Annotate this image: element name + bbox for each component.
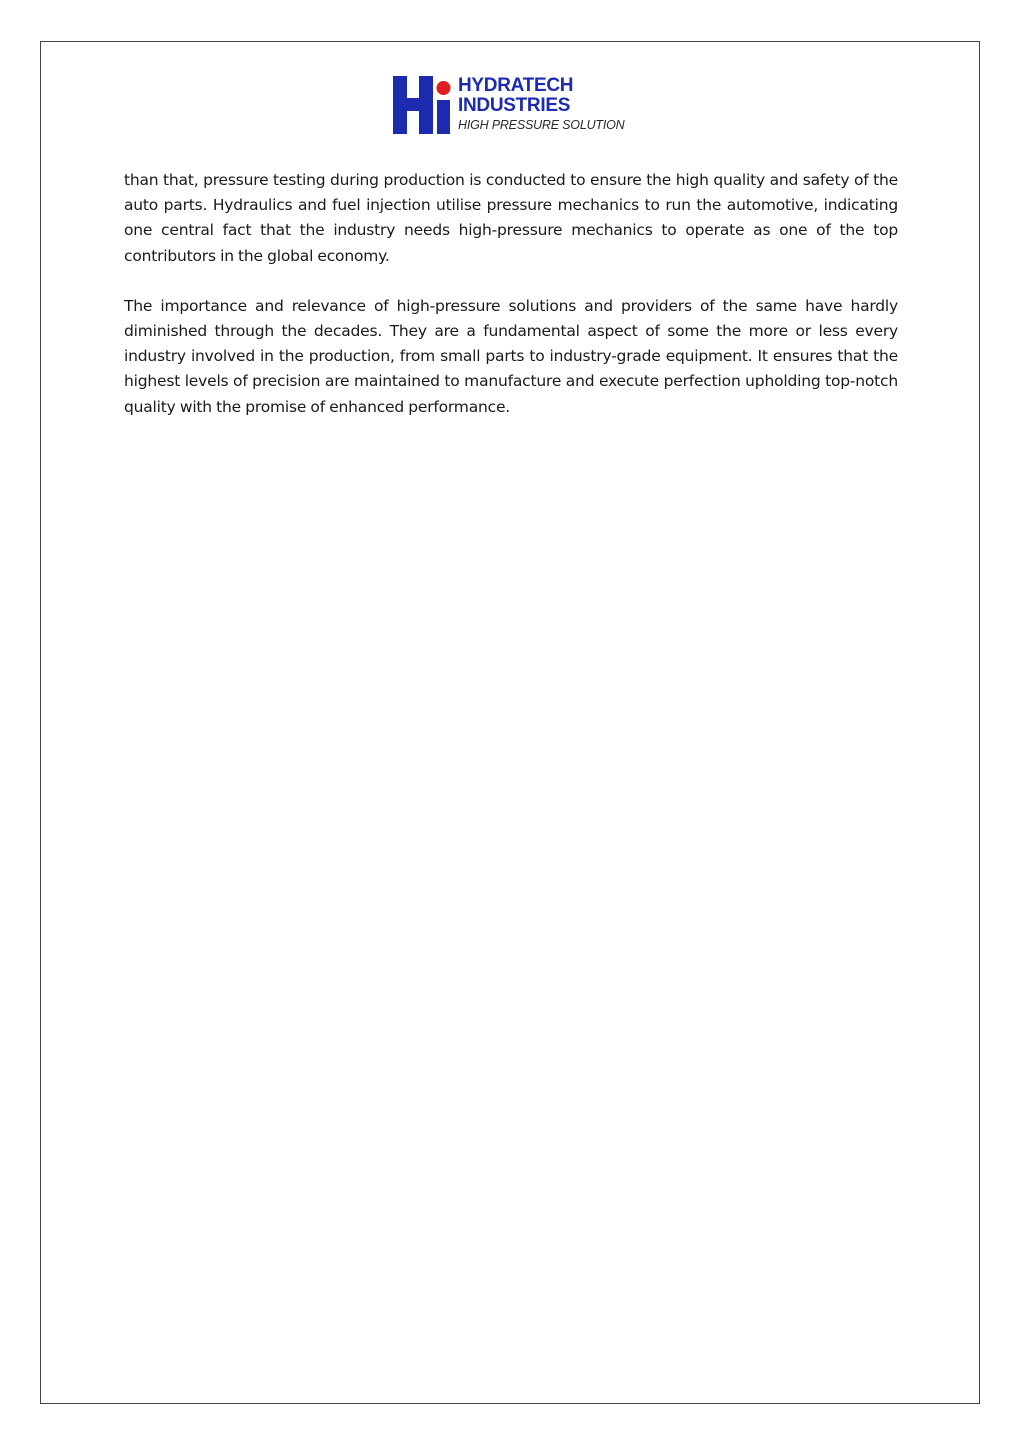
- logo-company-name: HYDRATECH: [458, 75, 574, 96]
- logo-text: [458, 76, 658, 133]
- document-body: [124, 168, 898, 445]
- company-logo: [393, 76, 653, 136]
- hti-logo-icon: [393, 76, 453, 134]
- paragraph: The importance and relevance of high-pressure solutions and providers of the same have hardly diminished through the decades. They are a fundamental aspect of some the more or less every industry involved in the production, from small parts to industry-grade equipment. It ensures that the highest levels of precision are maintained to manufacture and execute perfection upholding top-notch quality with the promise of enhanced performance.: [124, 296, 898, 416]
- logo-company-suffix: INDUSTRIES: [458, 95, 571, 116]
- paragraph: than that, pressure testing during production is conducted to ensure the high quality and safety of the auto parts. Hydraulics and fuel injection utilise pressure mechanics to run the automotive, indicating one central fact that the industry needs high-pressure mechanics to operate as one of the top contributors in the global economy.: [124, 171, 898, 265]
- logo-tagline: HIGH PRESSURE SOLUTION: [458, 118, 625, 132]
